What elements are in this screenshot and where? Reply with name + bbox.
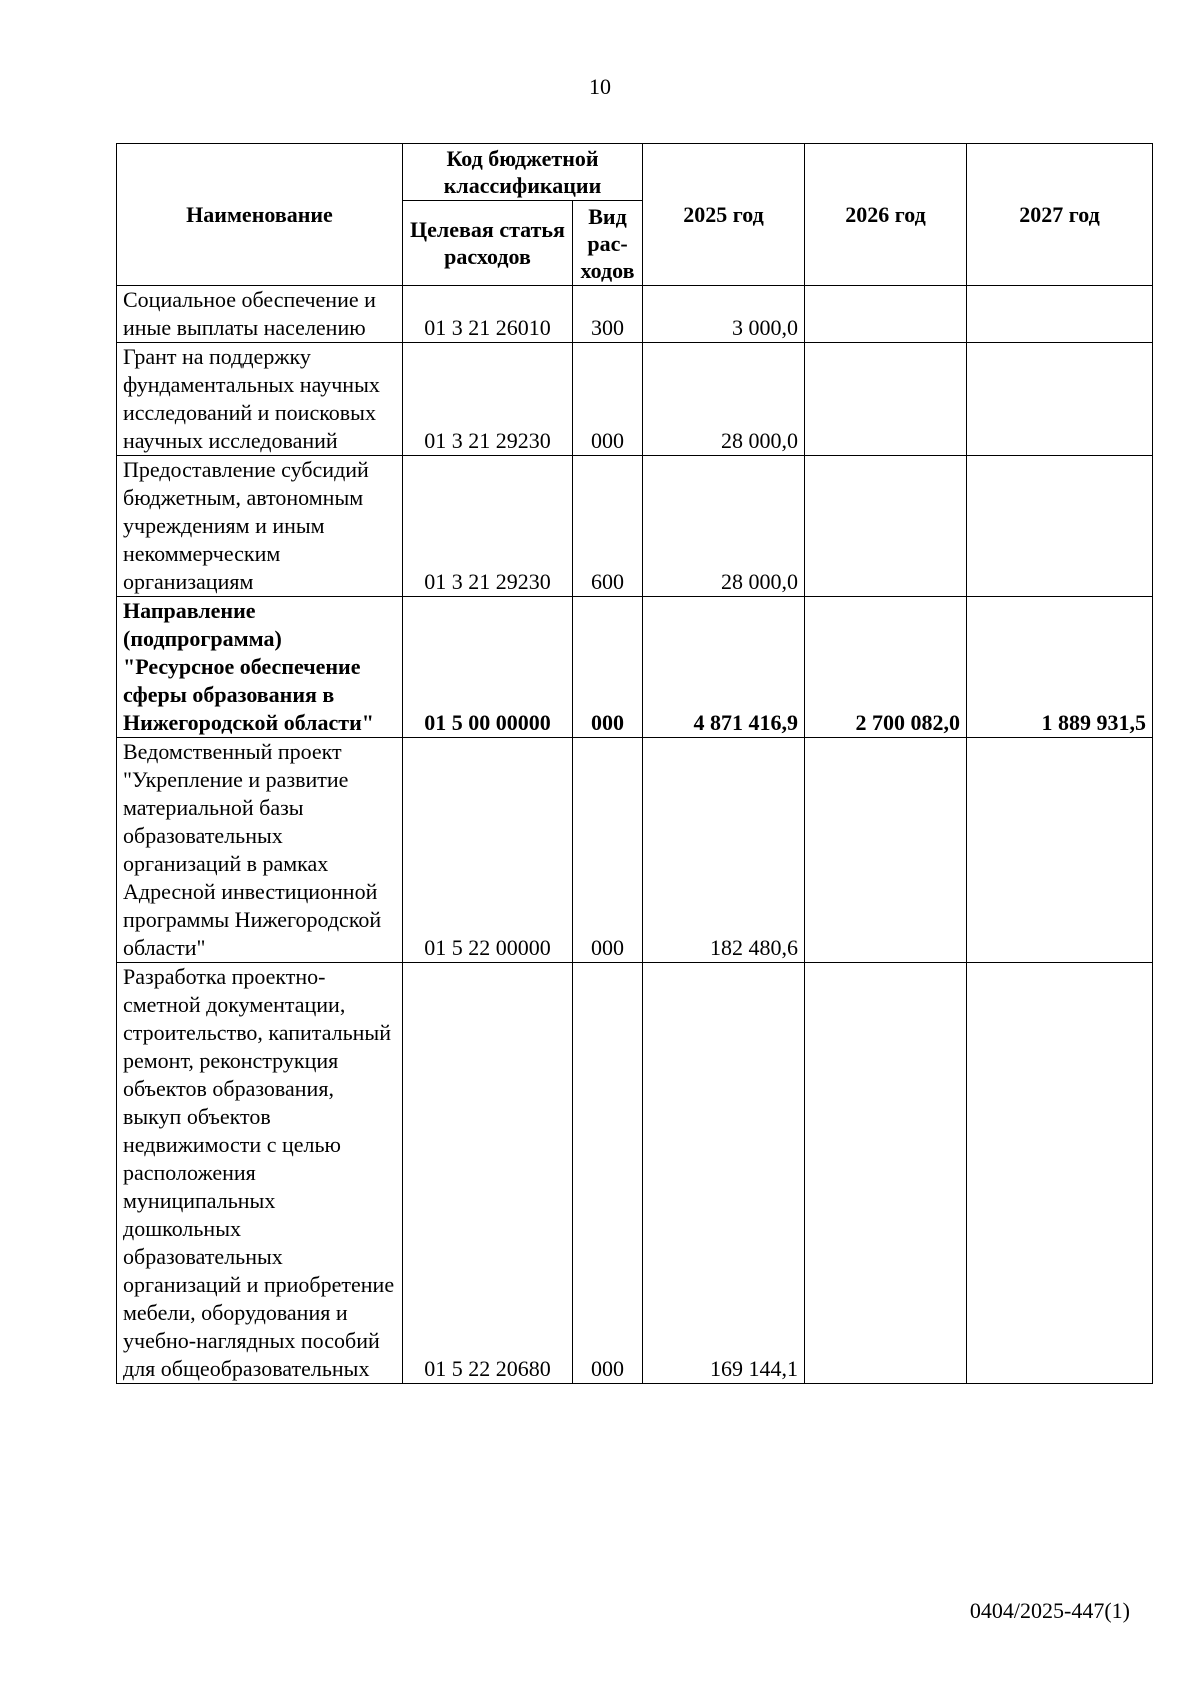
row-code: 01 3 21 29230 (403, 343, 573, 456)
row-code: 01 5 22 20680 (403, 963, 573, 1384)
table-row (117, 597, 1153, 738)
header-budget-code: Код бюджетной классификации (403, 144, 643, 201)
row-type: 300 (573, 286, 643, 343)
page-number: 10 (589, 74, 611, 99)
row-type: 600 (573, 456, 643, 597)
row-2026 (805, 286, 967, 343)
row-2025: 182 480,6 (643, 738, 805, 963)
row-2025: 3 000,0 (643, 286, 805, 343)
row-2027 (967, 343, 1153, 456)
table-row (117, 286, 1153, 343)
header-target-article: Целевая статья расходов (403, 201, 573, 286)
row-2026: 2 700 082,0 (805, 597, 967, 738)
row-name: Предоставление субсидий бюджетным, автономным учреждениям и иным некоммерческим организациям (117, 456, 403, 597)
row-2025: 28 000,0 (643, 456, 805, 597)
table-row (117, 343, 1153, 456)
row-name: Направление (подпрограмма) "Ресурсное обеспечение сферы образования в Нижегородской области" (117, 597, 403, 738)
row-type: 000 (573, 738, 643, 963)
row-code: 01 3 21 26010 (403, 286, 573, 343)
row-2026 (805, 738, 967, 963)
row-code: 01 3 21 29230 (403, 456, 573, 597)
table-body (117, 286, 1153, 1384)
row-name: Грант на поддержку фундаментальных научных исследований и поисковых научных исследований (117, 343, 403, 456)
row-2027 (967, 738, 1153, 963)
row-2027 (967, 963, 1153, 1384)
header-2027: 2027 год (967, 144, 1153, 286)
header-name: Наименование (117, 144, 403, 286)
row-type: 000 (573, 597, 643, 738)
row-code: 01 5 00 00000 (403, 597, 573, 738)
row-name: Разработка проектно-сметной документации, строительство, капитальный ремонт, реконструкция объектов образования, выкуп объектов недвижимости с целью расположения муниципальных дошкольных образовательных организаций и приобретение мебели, оборудования и учебно-наглядных пособий для общеобразовательных (117, 963, 403, 1384)
table-header (117, 144, 1153, 286)
row-2026 (805, 456, 967, 597)
row-type: 000 (573, 963, 643, 1384)
row-2026 (805, 343, 967, 456)
header-2026: 2026 год (805, 144, 967, 286)
row-2027: 1 889 931,5 (967, 597, 1153, 738)
table-row (117, 738, 1153, 963)
row-2025: 28 000,0 (643, 343, 805, 456)
document-code: 0404/2025-447(1) (969, 1598, 1130, 1623)
row-type: 000 (573, 343, 643, 456)
header-expense-type: Вид рас-ходов (573, 201, 643, 286)
row-2027 (967, 456, 1153, 597)
row-name: Социальное обеспечение и иные выплаты населению (117, 286, 403, 343)
header-2025: 2025 год (643, 144, 805, 286)
budget-table (116, 143, 1153, 1384)
row-2026 (805, 963, 967, 1384)
row-name: Ведомственный проект "Укрепление и развитие материальной базы образовательных организаций в рамках Адресной инвестиционной программы Нижегородской области" (117, 738, 403, 963)
row-code: 01 5 22 00000 (403, 738, 573, 963)
table-row (117, 456, 1153, 597)
table-row (117, 963, 1153, 1384)
row-2027 (967, 286, 1153, 343)
row-2025: 169 144,1 (643, 963, 805, 1384)
row-2025: 4 871 416,9 (643, 597, 805, 738)
